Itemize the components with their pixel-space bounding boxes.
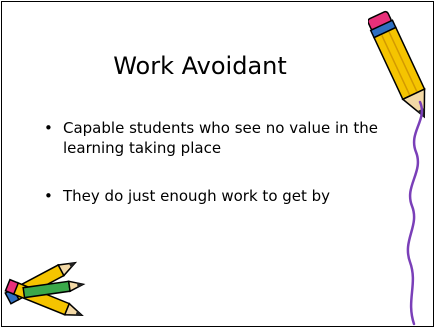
bullet-marker: • [44, 119, 53, 137]
squiggle-line [398, 100, 434, 326]
slide-title: Work Avoidant [113, 52, 287, 80]
bullet-item [43, 186, 383, 206]
bullet-list [43, 118, 383, 206]
bullet-text: They do just enough work to get by [63, 187, 331, 205]
crayons-icon [4, 258, 96, 326]
bullet-item [43, 118, 383, 158]
bullet-text: Capable students who see no value in the learning taking place [63, 119, 378, 157]
bullet-marker: • [44, 187, 53, 205]
